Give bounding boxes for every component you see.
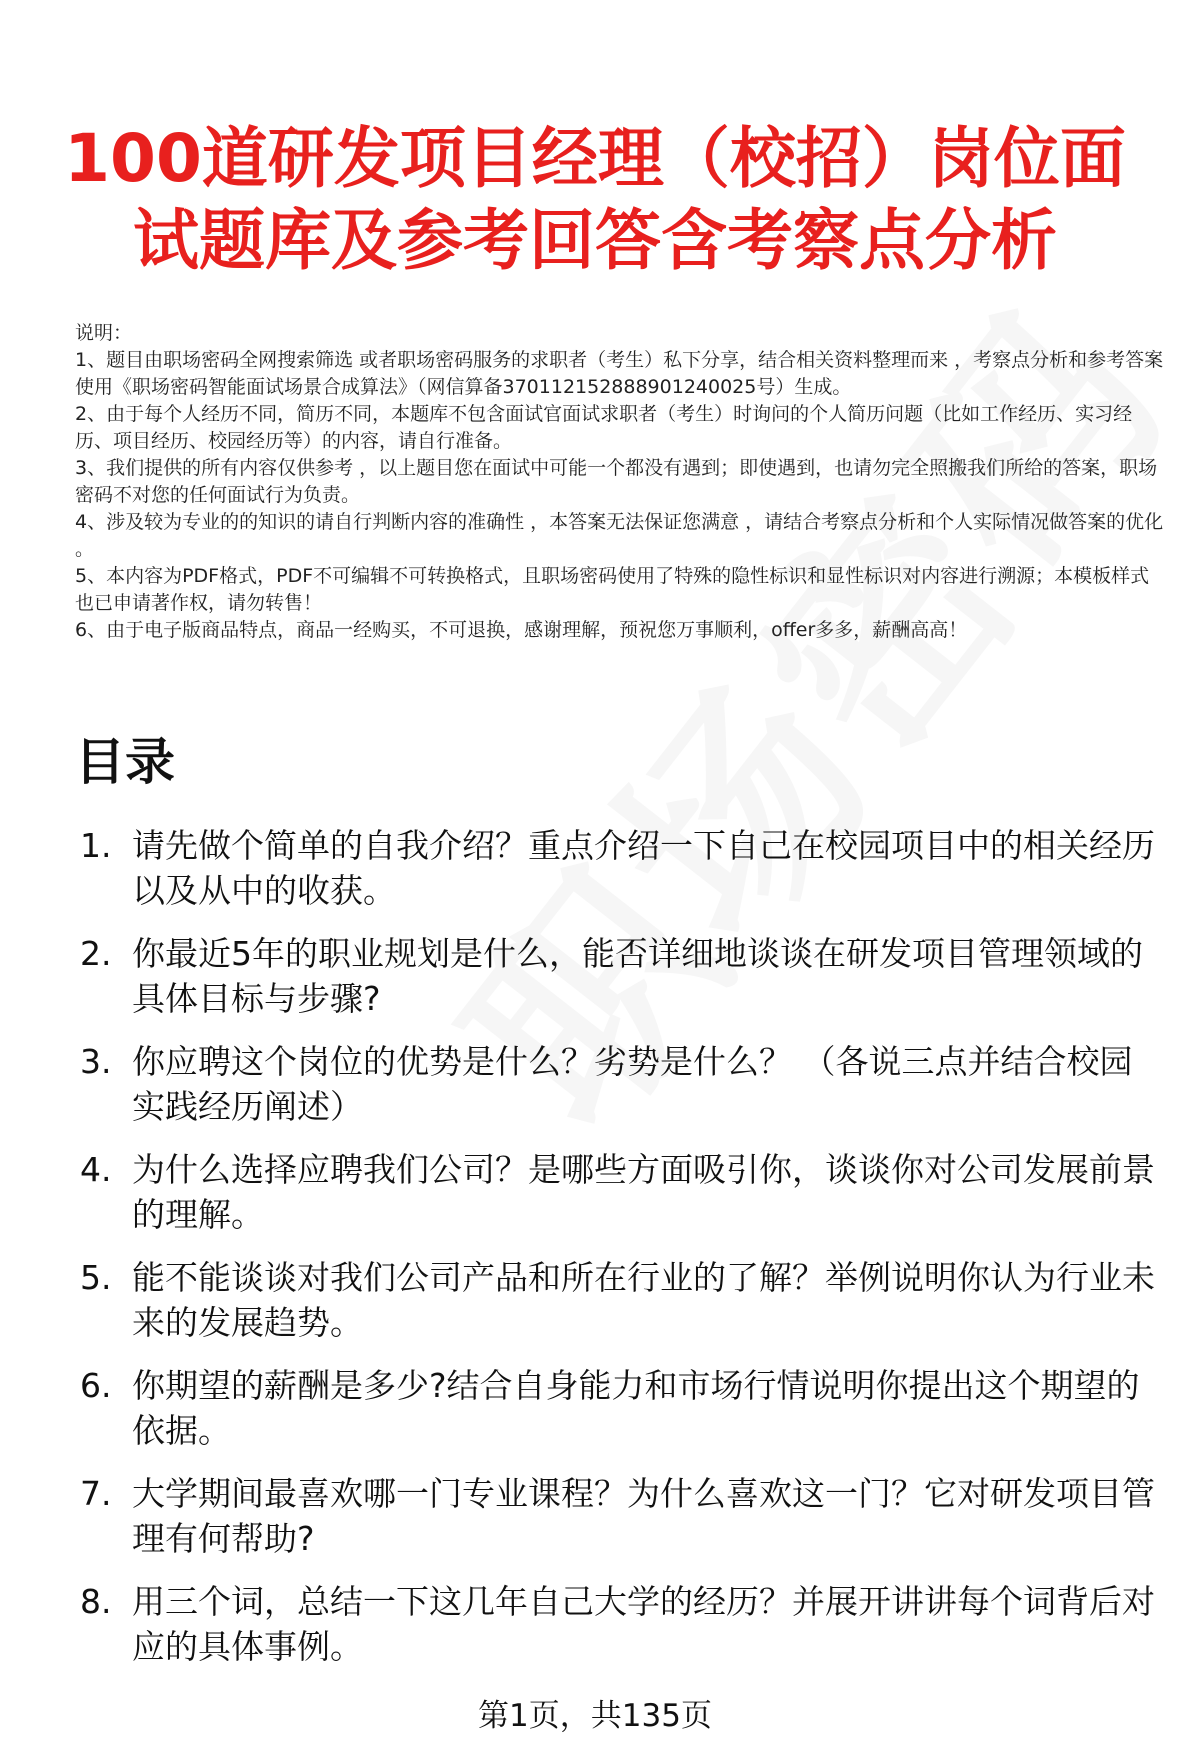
page-footer: 第1页，共135页 [478,1698,712,1734]
toc-item-text[interactable]: 能不能谈谈对我们公司产品和所在行业的了解？举例说明你认为行业未来的发展趋势。 [132,1258,1155,1342]
toc-item[interactable] [80,1579,1165,1669]
document-title: 100道研发项目经理（校招）岗位面试题库及参考回答含考察点分析 [64,120,1126,279]
notes-section [75,320,1165,644]
toc-heading: 目录 [75,733,175,791]
toc-item-number: 3. [80,1042,112,1081]
toc-item-number: 4. [80,1150,112,1189]
toc-item[interactable] [80,1363,1165,1453]
toc-item-number: 1. [80,826,112,865]
toc-item-number: 5. [80,1258,112,1297]
toc-item-number: 6. [80,1366,112,1405]
toc-item-number: 2. [80,934,112,973]
notes-heading: 说明： [75,322,133,344]
toc-item-text[interactable]: 为什么选择应聘我们公司？是哪些方面吸引你，谈谈你对公司发展前景的理解。 [132,1150,1155,1234]
toc-item-text[interactable]: 请先做个简单的自我介绍？重点介绍一下自己在校园项目中的相关经历以及从中的收获。 [132,826,1155,910]
toc-item[interactable] [80,823,1165,913]
toc-list [80,823,1165,1687]
note-item: 2、由于每个人经历不同，简历不同，本题库不包含面试官面试求职者（考生）时询问的个人简历问题（比如工作经历、实习经历、项目经历、校园经历等）的内容，请自行准备。 [75,403,1133,452]
toc-item-number: 8. [80,1582,112,1621]
note-item: 4、涉及较为专业的的知识的请自行判断内容的准确性 ，本答案无法保证您满意 ，请结合考察点分析和个人实际情况做答案的优化 。 [75,511,1164,560]
toc-item-text[interactable]: 你应聘这个岗位的优势是什么？劣势是什么？ （各说三点并结合校园实践经历阐述） [132,1042,1133,1126]
toc-item[interactable] [80,1255,1165,1345]
toc-item[interactable] [80,1147,1165,1237]
toc-item-number: 7. [80,1474,112,1513]
toc-item-text[interactable]: 你期望的薪酬是多少?结合自身能力和市场行情说明你提出这个期望的依据。 [132,1366,1140,1450]
note-item: 5、本内容为PDF格式，PDF不可编辑不可转换格式，且职场密码使用了特殊的隐性标识和显性标识对内容进行溯源；本模板样式也已申请著作权，请勿转售！ [75,565,1150,614]
toc-item-text[interactable]: 你最近5年的职业规划是什么，能否详细地谈谈在研发项目管理领域的具体目标与步骤? [132,934,1143,1018]
toc-item-text[interactable]: 大学期间最喜欢哪一门专业课程？为什么喜欢这一门？它对研发项目管理有何帮助? [132,1474,1155,1558]
toc-item-text[interactable]: 用三个词，总结一下这几年自己大学的经历？并展开讲讲每个词背后对应的具体事例。 [132,1582,1155,1666]
toc-item[interactable] [80,1039,1165,1129]
toc-item[interactable] [80,931,1165,1021]
toc-item[interactable] [80,1471,1165,1561]
note-item: 1、题目由职场密码全网搜索筛选 或者职场密码服务的求职者（考生）私下分享，结合相关资料整理而来 ，考察点分析和参考答案使用《职场密码智能面试场景合成算法》（网信算备370112152888901240025号）生成。 [75,349,1164,398]
note-item: 3、我们提供的所有内容仅供参考 ，以上题目您在面试中可能一个都没有遇到；即使遇到，也请勿完全照搬我们所给的答案，职场密码不对您的任何面试行为负责。 [75,457,1158,506]
note-item: 6、由于电子版商品特点，商品一经购买，不可退换，感谢理解，预祝您万事顺利，offer多多，薪酬高高！ [75,619,968,641]
